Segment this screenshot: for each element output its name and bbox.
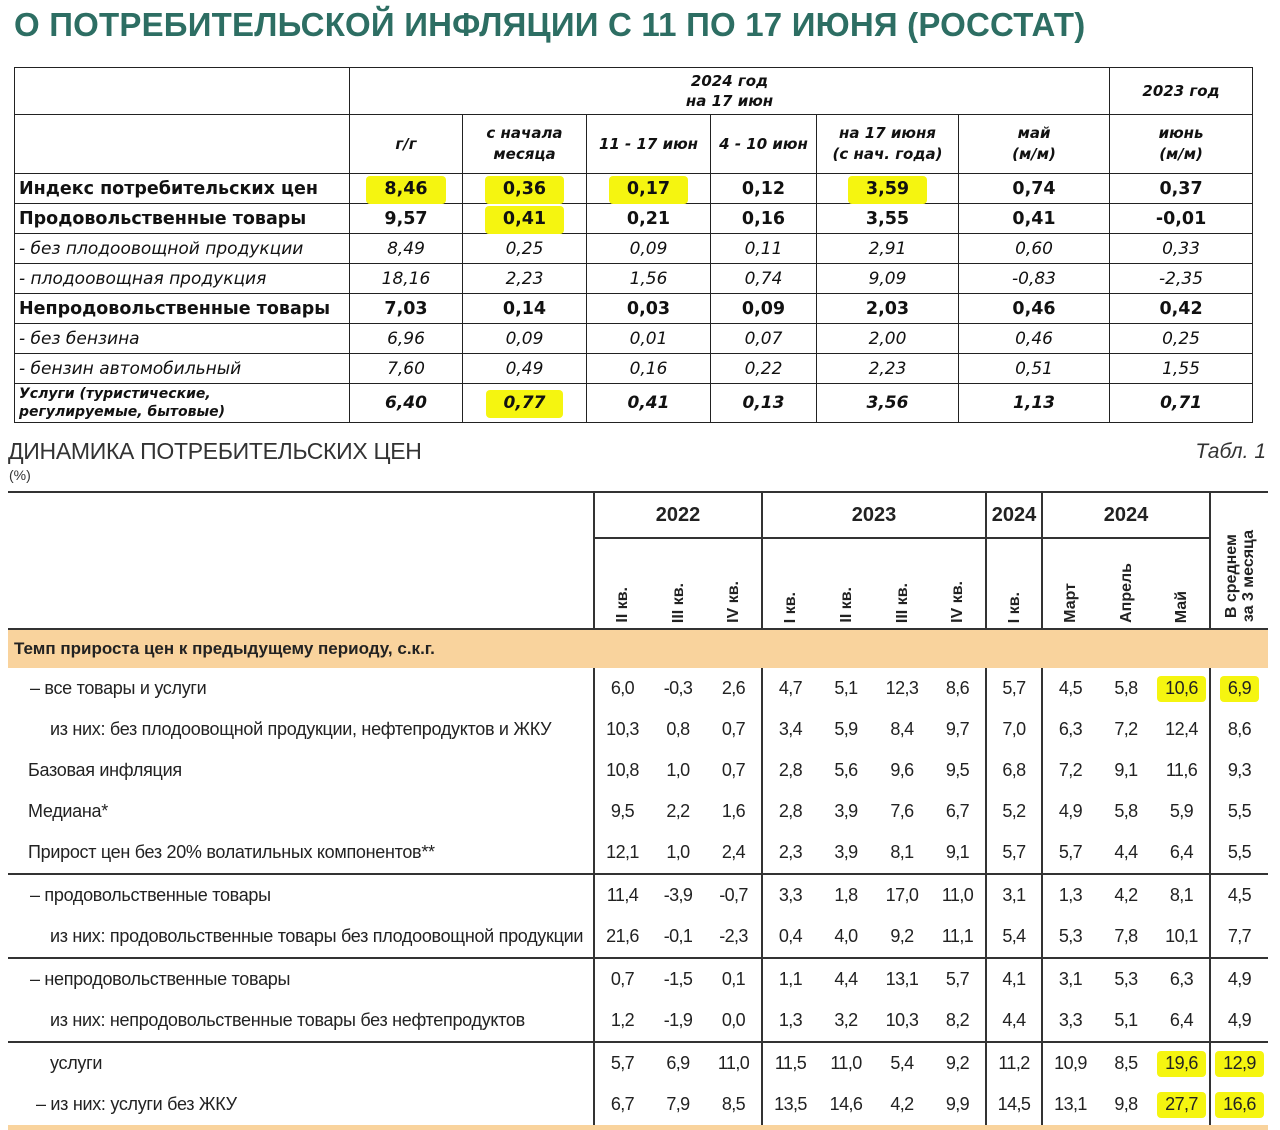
table-cell: 7,8	[1114, 926, 1138, 946]
table-cell: 1,3	[1042, 874, 1098, 916]
table-cell: 5,4	[874, 1042, 930, 1084]
table-cell: 4,9	[1210, 958, 1268, 1000]
table-cell: 8,6	[1210, 709, 1268, 750]
table-cell: 2,4	[721, 842, 746, 862]
col-header: III кв.	[650, 538, 706, 629]
table-row: - без бензина 6,96 0,09 0,01 0,07 2,00 0,46 0,25	[15, 324, 1253, 354]
table-cell: 11,0	[818, 1042, 874, 1084]
table-cell	[1210, 668, 1268, 709]
corner-cell	[8, 538, 594, 629]
table-cell: 10,8	[594, 750, 650, 791]
table-cell: 9,3	[1210, 750, 1268, 791]
table-cell: 12,3	[885, 678, 919, 698]
col-header: на 17 июня (с нач. года)	[817, 115, 959, 174]
highlighted-value: 0,17	[609, 176, 688, 204]
table-row	[8, 874, 1268, 916]
table-cell: -3,9	[650, 874, 706, 916]
table-cell: 9,1	[945, 842, 970, 862]
price-dynamics-table	[8, 491, 1268, 1130]
row-label: Базовая инфляция	[28, 760, 182, 780]
table-cell: 4,4	[818, 958, 874, 1000]
table-row	[8, 1042, 1268, 1084]
table-cell: 9,6	[890, 760, 914, 780]
table-cell: 7,6	[890, 801, 914, 821]
table-cell	[1210, 1042, 1268, 1084]
group-header: 2024	[986, 492, 1042, 538]
col-header: г/г	[350, 115, 463, 174]
table-cell: 3,3	[1042, 1000, 1098, 1042]
table-cell	[1210, 1084, 1268, 1128]
table-cell: 6,4	[1169, 1010, 1194, 1030]
table-cell: 0,7	[721, 719, 746, 739]
group-header: 2022	[594, 492, 762, 538]
row-label: услуги	[8, 1042, 594, 1084]
table-row: Продовольственные товары 9,57 0,41 0,21 0,16 3,55 0,41 -0,01	[15, 204, 1253, 234]
col-header: Апрель	[1098, 538, 1154, 629]
table-cell: -0,1	[663, 926, 693, 946]
table-cell: 13,5	[762, 1084, 818, 1128]
corner-cell	[15, 68, 350, 115]
table-cell: 8,4	[890, 719, 914, 739]
table-cell: 7,0	[986, 709, 1042, 750]
table-cell: 3,4	[762, 709, 818, 750]
row-label: из них: непродовольственные товары без нефтепродуктов	[50, 1010, 525, 1030]
highlighted-value: 0,41	[485, 206, 564, 234]
table-cell: 5,7	[594, 1042, 650, 1084]
table-row	[8, 1084, 1268, 1128]
table-row	[8, 750, 1268, 791]
table-row	[8, 1000, 1268, 1042]
col-header: с начала месяца	[463, 115, 587, 174]
table-cell: 3,1	[986, 874, 1042, 916]
col-header: IV кв.	[930, 538, 986, 629]
row-label: – из них: услуги без ЖКУ	[8, 1084, 594, 1128]
row-label: из них: без плодоовощной продукции, нефтепродуктов и ЖКУ	[50, 719, 552, 739]
table-cell: 11,4	[594, 874, 650, 916]
table-row	[8, 791, 1268, 832]
table-cell: 5,4	[986, 916, 1042, 958]
group-header: 2023	[762, 492, 986, 538]
table-cell: 17,0	[874, 874, 930, 916]
table-cell: 9,2	[930, 1042, 986, 1084]
table-cell: 4,9	[1042, 791, 1098, 832]
table-cell: 3,9	[834, 801, 858, 821]
table-cell: 10,3	[594, 709, 650, 750]
highlighted-value: 12,9	[1215, 1051, 1264, 1077]
table-cell: 9,9	[930, 1084, 986, 1128]
table-cell: 11,2	[986, 1042, 1042, 1084]
table-cell: 11,0	[930, 874, 986, 916]
table-cell: 6,3	[1042, 709, 1098, 750]
table-cell: 3,9	[834, 842, 858, 862]
corner-cell	[15, 115, 350, 174]
table-cell: 4,9	[1210, 1000, 1268, 1042]
weekly-inflation-table	[14, 67, 1253, 423]
row-label: из них: продовольственные товары без плодоовощной продукции	[50, 926, 584, 946]
table-cell: 5,3	[1098, 958, 1154, 1000]
col-header: IV кв.	[706, 538, 762, 629]
table-cell: 1,8	[818, 874, 874, 916]
table-cell: 2,8	[762, 750, 818, 791]
table-cell: 6,0	[594, 668, 650, 709]
table-cell: 10,3	[885, 1010, 919, 1030]
row-label: Медиана*	[28, 801, 108, 821]
table-cell: 5,7	[986, 832, 1042, 874]
table-cell: 5,5	[1210, 791, 1268, 832]
col-header: I кв.	[986, 538, 1042, 629]
table-cell: 5,8	[1114, 678, 1138, 698]
table-cell: 4,7	[762, 668, 818, 709]
table-cell: 7,9	[650, 1084, 706, 1128]
table-cell: -0,3	[663, 678, 693, 698]
table-cell: 0,8	[666, 719, 690, 739]
table-cell: 13,1	[1042, 1084, 1098, 1128]
highlighted-value: 8,46	[366, 176, 445, 204]
table-cell	[1154, 1042, 1210, 1084]
table-cell: 5,2	[986, 791, 1042, 832]
table-cell: 11,5	[762, 1042, 818, 1084]
table-cell: 5,7	[930, 958, 986, 1000]
table-cell: 9,5	[594, 791, 650, 832]
table2-unit: (%)	[9, 467, 31, 483]
table-cell: 4,1	[986, 958, 1042, 1000]
table-cell: 21,6	[594, 916, 650, 958]
table-cell: 7,2	[1114, 719, 1138, 739]
table-cell: 0,1	[706, 958, 762, 1000]
table-cell: 6,8	[986, 750, 1042, 791]
section-header: Темп прироста цен к предыдущему периоду, с.к.г.	[8, 629, 1268, 668]
table-cell: 7,2	[1042, 750, 1098, 791]
table-cell: 4,5	[1210, 874, 1268, 916]
col-header: II кв.	[818, 538, 874, 629]
row-label: – продовольственные товары	[8, 874, 594, 916]
table-cell: 1,2	[594, 1000, 650, 1042]
table-cell: -0,7	[706, 874, 762, 916]
table-cell: 1,1	[762, 958, 818, 1000]
highlighted-value: 3,59	[848, 176, 927, 204]
table-cell: -1,9	[663, 1010, 693, 1030]
table-cell: 4,2	[1098, 874, 1154, 916]
table-cell: 9,8	[1098, 1084, 1154, 1128]
table-cell: 5,1	[834, 678, 858, 698]
table-cell: 5,8	[1114, 801, 1138, 821]
table2-tag: Табл. 1	[1195, 440, 1266, 463]
table-cell: 8,2	[945, 1010, 970, 1030]
avg-header: В среднем за 3 месяца	[1210, 492, 1268, 629]
table-cell: 3,1	[1042, 958, 1098, 1000]
table-cell: 6,4	[1169, 842, 1194, 862]
col-header: Март	[1042, 538, 1098, 629]
table-cell: 5,1	[1114, 1010, 1138, 1030]
table-row: Индекс потребительских цен 8,46 0,36 0,17 0,12 3,59 0,74 0,37	[15, 174, 1253, 204]
col-header: II кв.	[594, 538, 650, 629]
page-title: О ПОТРЕБИТЕЛЬСКОЙ ИНФЛЯЦИИ С 11 ПО 17 ИЮНЯ (РОССТАТ)	[14, 6, 1086, 43]
table-row	[8, 668, 1268, 709]
table-cell: 10,1	[1165, 926, 1198, 946]
table-cell: 10,9	[1042, 1042, 1098, 1084]
table-cell: 9,1	[1114, 760, 1138, 780]
col-header: июнь (м/м)	[1110, 115, 1253, 174]
table-cell: 2,8	[762, 791, 818, 832]
table-cell: 13,1	[874, 958, 930, 1000]
table-row	[8, 916, 1268, 958]
table-cell: 5,5	[1210, 832, 1268, 874]
table2-title: ДИНАМИКА ПОТРЕБИТЕЛЬСКИХ ЦЕН	[8, 438, 422, 464]
highlighted-value: 10,6	[1157, 676, 1206, 702]
table-cell: 2,2	[666, 801, 690, 821]
group-2023-header: 2023 год	[1110, 68, 1253, 115]
table-cell: 0,4	[762, 916, 818, 958]
table-cell: 5,3	[1042, 916, 1098, 958]
highlighted-value: 27,7	[1157, 1092, 1206, 1118]
table-cell: -2,3	[719, 926, 748, 946]
table-cell: 3,2	[834, 1010, 858, 1030]
highlighted-value: 0,77	[486, 390, 564, 418]
corner-cell	[8, 492, 594, 538]
highlighted-value: 19,6	[1157, 1051, 1206, 1077]
table-cell: 1,0	[666, 842, 690, 862]
table-cell: 4,5	[1042, 668, 1098, 709]
col-header: III кв.	[874, 538, 930, 629]
group-header: 2024	[1042, 492, 1210, 538]
table-cell: 8,6	[945, 678, 970, 698]
table-cell: 9,2	[890, 926, 914, 946]
table-cell: 11,0	[706, 1042, 762, 1084]
table-cell: 12,1	[594, 832, 650, 874]
table-cell: 8,1	[890, 842, 914, 862]
table-cell: 11,1	[941, 926, 974, 946]
table-cell: 5,7	[986, 668, 1042, 709]
table-cell: 14,6	[818, 1084, 874, 1128]
table-cell: 5,7	[1042, 832, 1098, 874]
col-header: 11 - 17 июн	[587, 115, 711, 174]
table-cell: 5,6	[834, 760, 858, 780]
table-cell: 0,7	[721, 760, 746, 780]
highlighted-value: 0,36	[485, 176, 564, 204]
table-cell: 4,4	[1114, 842, 1138, 862]
row-label: – все товары и услуги	[30, 678, 207, 698]
table-cell: 8,5	[1098, 1042, 1154, 1084]
table-row: - без плодоовощной продукции 8,49 0,25 0,09 0,11 2,91 0,60 0,33	[15, 234, 1253, 264]
table-cell: 5,9	[1169, 801, 1194, 821]
row-label: Прирост цен без 20% волатильных компонентов**	[28, 842, 435, 862]
col-header: I кв.	[762, 538, 818, 629]
table-cell: 12,4	[1165, 719, 1198, 739]
table-row: Непродовольственные товары 7,03 0,14 0,03 0,09 2,03 0,46 0,42	[15, 294, 1253, 324]
table-cell: 7,7	[1210, 916, 1268, 958]
table-row	[8, 832, 1268, 874]
table-cell: 0,0	[721, 1010, 746, 1030]
table-cell: 9,5	[945, 760, 970, 780]
table-row: - плодоовощная продукция 18,16 2,23 1,56 0,74 9,09 -0,83 -2,35	[15, 264, 1253, 294]
table-cell: 3,3	[762, 874, 818, 916]
table-cell: 14,5	[986, 1084, 1042, 1128]
table-cell: 6,7	[594, 1084, 650, 1128]
table-cell: 6,9	[650, 1042, 706, 1084]
table-cell: 4,2	[874, 1084, 930, 1128]
col-header: май (м/м)	[959, 115, 1110, 174]
table-cell: 6,3	[1154, 958, 1210, 1000]
highlighted-value: 6,9	[1220, 676, 1259, 702]
table-cell	[1154, 1084, 1210, 1128]
table-cell: 8,1	[1154, 874, 1210, 916]
table-cell: 4,0	[834, 926, 858, 946]
table-cell: 1,6	[721, 801, 746, 821]
table-cell: 2,3	[762, 832, 818, 874]
table-cell	[1154, 668, 1210, 709]
group-2024-header: 2024 год на 17 июн	[350, 68, 1110, 115]
table-cell: 0,7	[594, 958, 650, 1000]
row-label: – непродовольственные товары	[8, 958, 594, 1000]
table-cell: 1,3	[762, 1000, 818, 1042]
table-cell: 11,6	[1165, 760, 1198, 780]
highlighted-value: 16,6	[1215, 1092, 1264, 1118]
table-row: Услуги (туристические, регулируемые, бытовые) 6,40 0,77 0,41 0,13 3,56 1,13 0,71	[15, 384, 1253, 423]
table-cell: 6,7	[945, 801, 970, 821]
table-cell: 1,0	[666, 760, 690, 780]
table-cell: -1,5	[650, 958, 706, 1000]
table-cell: 2,6	[721, 678, 746, 698]
table-row	[8, 709, 1268, 750]
table-cell: 4,4	[986, 1000, 1042, 1042]
table-cell: 8,5	[706, 1084, 762, 1128]
table-row	[8, 958, 1268, 1000]
col-header: 4 - 10 июн	[711, 115, 817, 174]
col-header: Май	[1154, 538, 1210, 629]
table-row: - бензин автомобильный 7,60 0,49 0,16 0,22 2,23 0,51 1,55	[15, 354, 1253, 384]
table-cell: 9,7	[945, 719, 970, 739]
table-cell: 5,9	[834, 719, 858, 739]
